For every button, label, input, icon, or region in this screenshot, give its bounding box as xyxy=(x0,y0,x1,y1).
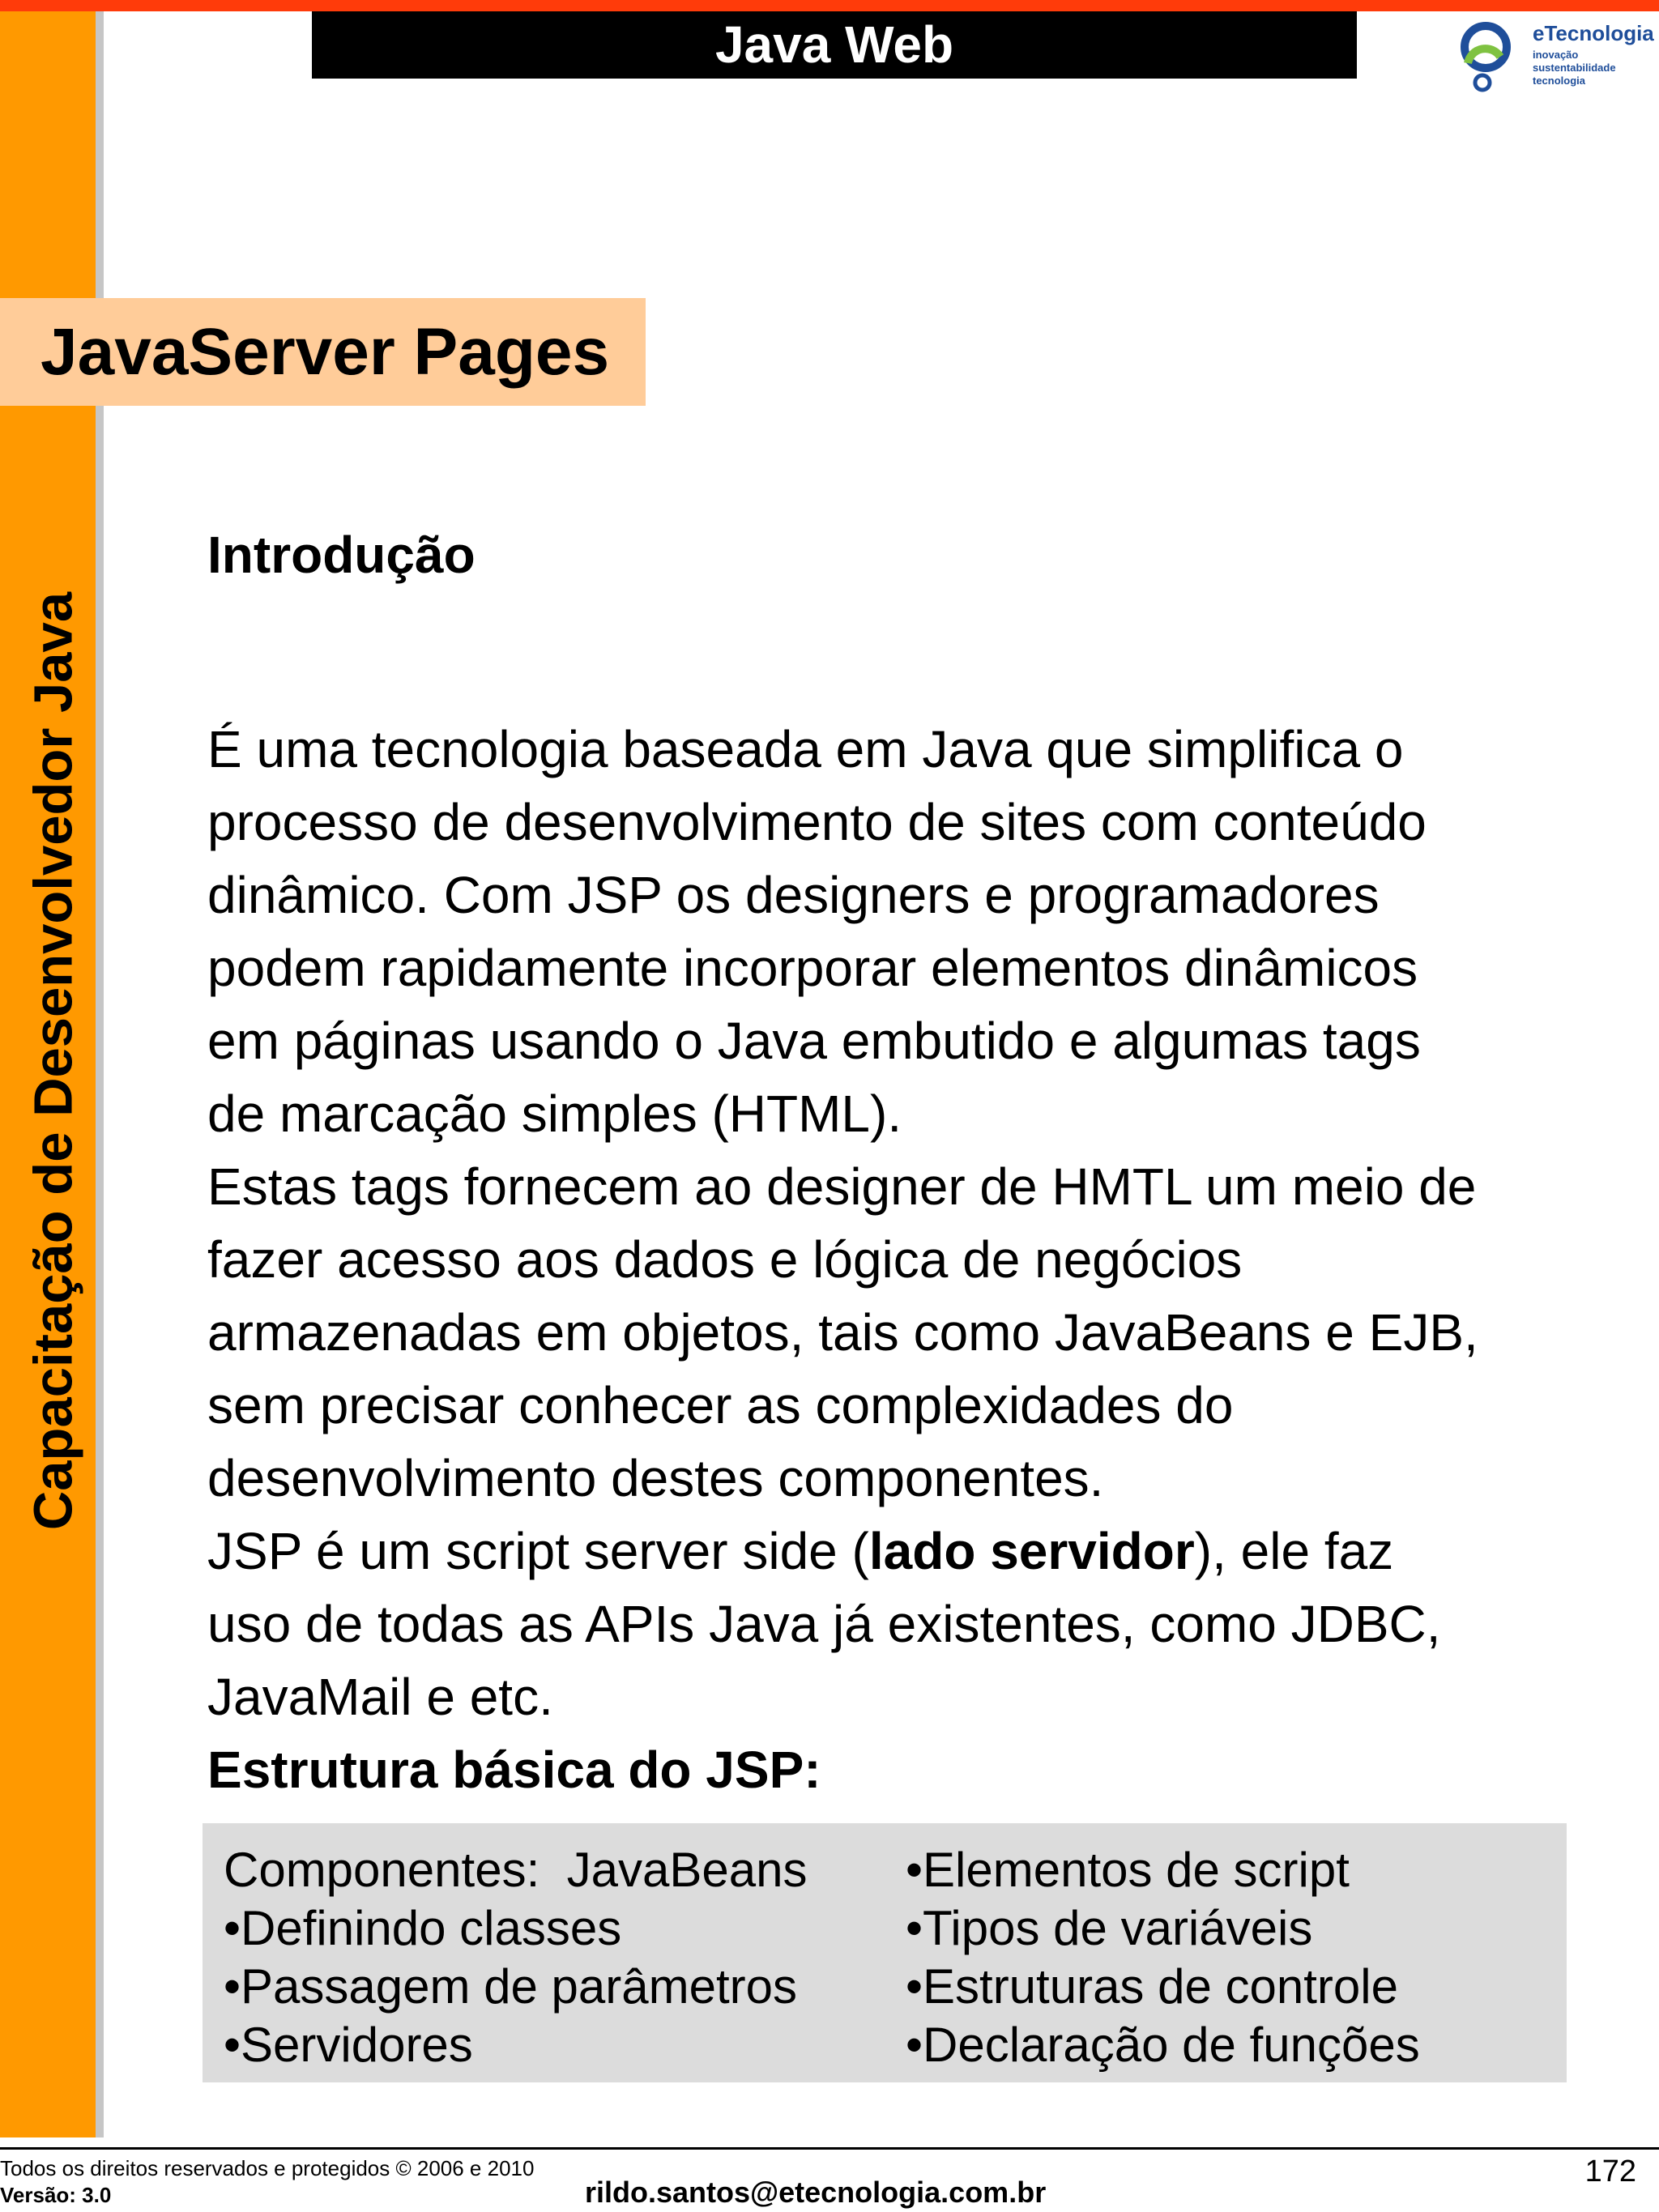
body-text-part-1: É uma tecnologia baseada em Java que simplifica o processo de desenvolvimento de sites com conteúdo dinâmico. Com JSP os designers e programadores podem rapidamente incorporar elementos dinâmicos em páginas usando o Java embutido e algumas tags de marcação simples (HTML). Estas tags fornecem ao designer de HMTL um meio de fazer acesso aos dados e lógica de negócios armazenadas em objetos, tais como JavaBeans e EJB, sem precisar conhecer as complexidades do desenvolvimento destes componentes. JSP é um script server side ( xyxy=(207,720,1478,1580)
structure-right-column xyxy=(906,1841,1420,2074)
structure-item: •Definindo classes xyxy=(224,1901,622,1955)
section-heading: Introdução xyxy=(207,526,476,584)
footer-version: Versão: 3.0 xyxy=(0,2183,112,2207)
structure-item: •Tipos de variáveis xyxy=(906,1901,1313,1955)
footer-copyright: Todos os direitos reservados e protegidos © 2006 e 2010 xyxy=(0,2156,535,2180)
body-text-bold: lado servidor xyxy=(868,1522,1195,1580)
logo-name: eTecnologia xyxy=(1533,21,1654,45)
slide-content xyxy=(207,518,1584,1806)
structure-heading: Estrutura básica do JSP: xyxy=(207,1741,821,1799)
structure-box xyxy=(203,1823,1567,2082)
structure-item: •Estruturas de controle xyxy=(906,1959,1398,2014)
slide-title: JavaServer Pages xyxy=(41,315,610,389)
top-accent-strip xyxy=(0,0,1659,11)
etecnologia-logo-icon xyxy=(1450,15,1531,96)
logo-tagline-2: sustentabilidade xyxy=(1533,62,1616,74)
sidebar-course-label: Capacitação de Desenvolvedor Java xyxy=(23,591,84,1531)
structure-item: •Elementos de script xyxy=(906,1843,1350,1897)
structure-item: Componentes: JavaBeans xyxy=(224,1843,808,1897)
body-paragraph xyxy=(207,713,1584,1733)
structure-item: •Passagem de parâmetros xyxy=(224,1959,798,2014)
etecnologia-logo xyxy=(1450,15,1653,96)
structure-item: •Servidores xyxy=(224,2018,473,2072)
body-text-part-2: ), ele faz uso de todas as APIs Java já existentes, como JDBC, JavaMail e etc. xyxy=(207,1522,1441,1726)
footer-email: rildo.santos@etecnologia.com.br xyxy=(585,2176,1047,2209)
logo-tagline-3: tecnologia xyxy=(1533,75,1586,87)
logo-tagline-1: inovação xyxy=(1533,49,1579,61)
header-title: Java Web xyxy=(312,11,1357,79)
footer-divider xyxy=(0,2147,1659,2150)
structure-left-column xyxy=(224,1841,807,2074)
page-number: 172 xyxy=(1584,2154,1636,2189)
structure-item: •Declaração de funções xyxy=(906,2018,1420,2072)
